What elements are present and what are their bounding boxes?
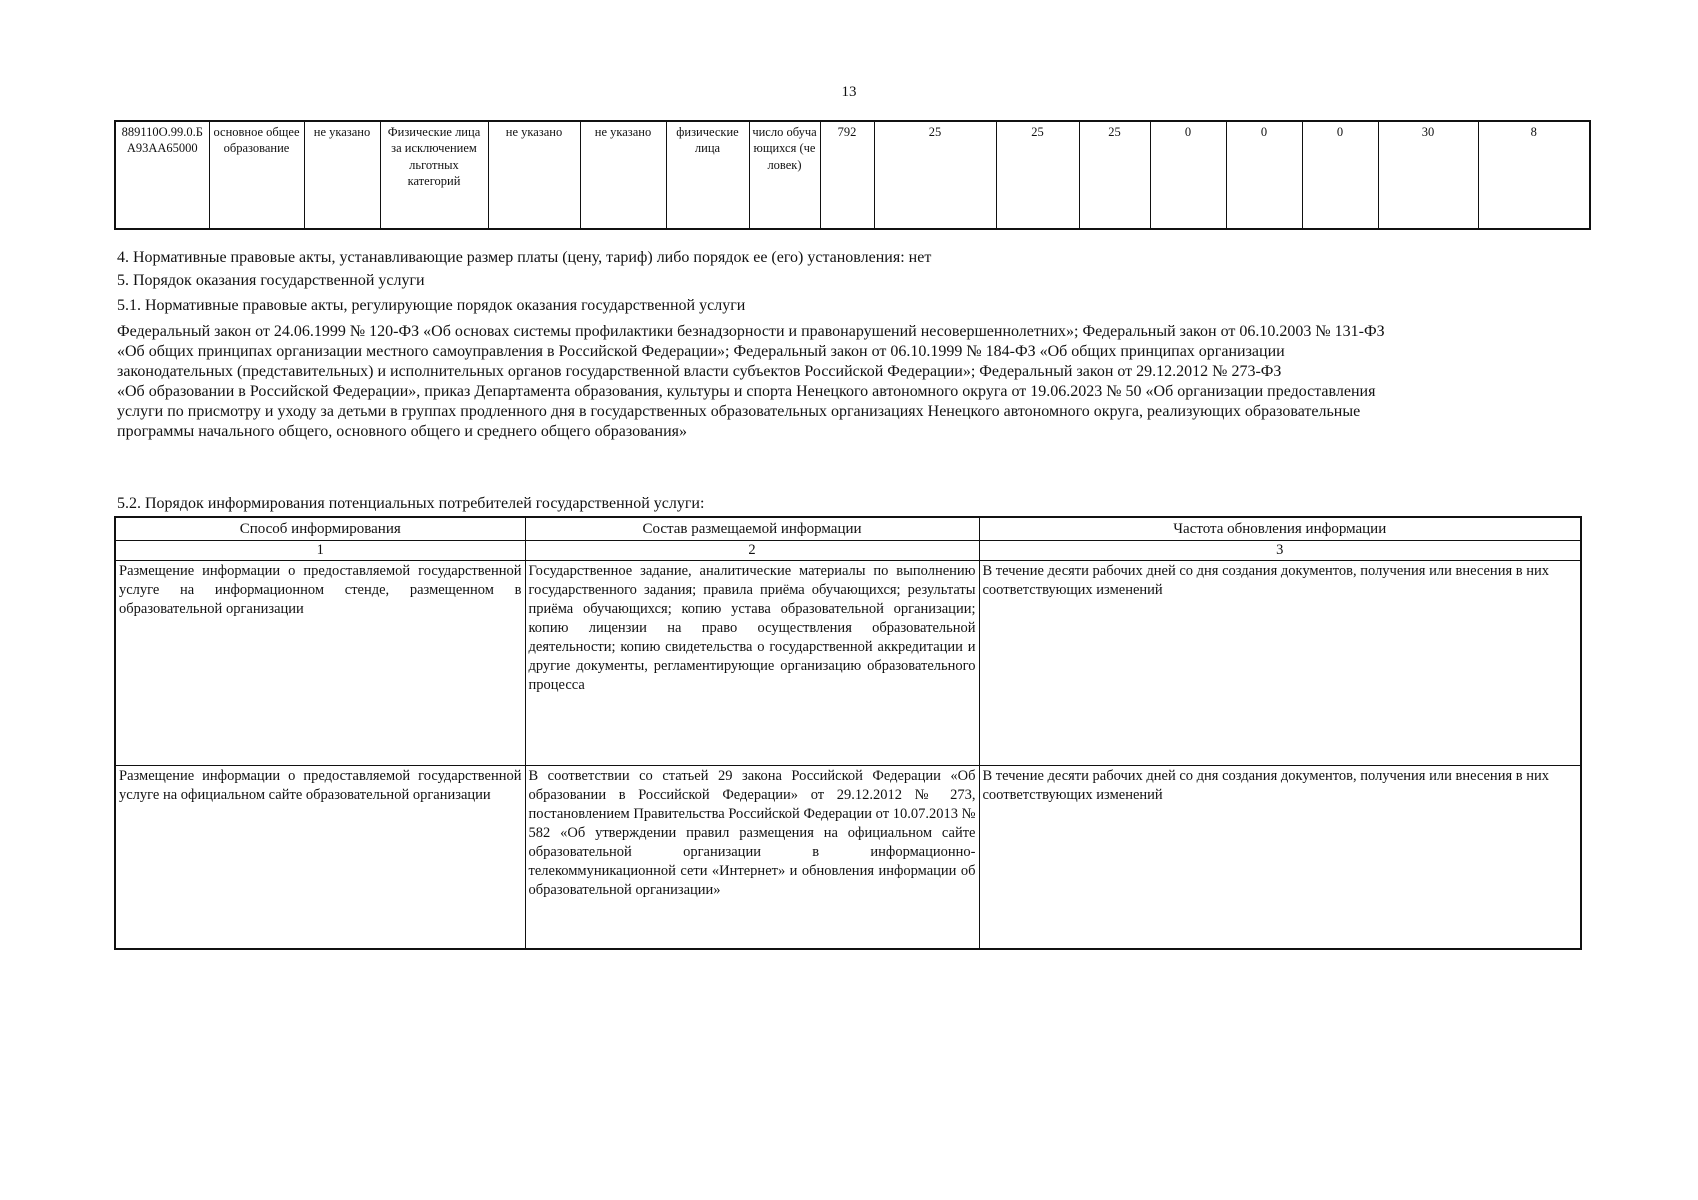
- paragraph-line: программы начального общего, основного общего и среднего общего образования»: [117, 423, 687, 440]
- table-cell: физические лица: [666, 121, 749, 229]
- table-cell: не указано: [304, 121, 380, 229]
- section-4-text: 4. Нормативные правовые акты, устанавливающие размер платы (цену, тариф) либо порядок ее (его) установления: нет: [117, 249, 932, 266]
- value-cell: 0: [1150, 121, 1226, 229]
- content-cell: В соответствии со статьей 29 закона Российской Федерации «Об образовании в Российской Федерации» от 29.12.2012 № 273, постановлением Правительства Российской Федерации от 10.07.2013 № 582 «Об утверждении правил размещения на официальном сайте образовательной организации в информационно-телекоммуникационной сети «Интернет» и обновления информации об образовательной организации»: [525, 766, 979, 950]
- value-cell: 0: [1226, 121, 1302, 229]
- value-cell: 8: [1478, 121, 1590, 229]
- table-cell: не указано: [580, 121, 666, 229]
- value-cell: 30: [1378, 121, 1478, 229]
- paragraph-line: «Об образовании в Российской Федерации», приказ Департамента образования, культуры и спорта Ненецкого автономного округа от 19.06.2023 № 50 «Об организации предоставления: [117, 383, 1376, 400]
- indicator-table: [114, 120, 1591, 230]
- unit-code-cell: 792: [820, 121, 874, 229]
- section-5-2-heading: 5.2. Порядок информирования потенциальных потребителей государственной услуги:: [117, 495, 705, 512]
- paragraph-line: Федеральный закон от 24.06.1999 № 120-ФЗ «Об основах системы профилактики безнадзорности и правонарушений несовершеннолетних»; Федеральный закон от 06.10.2003 № 131-ФЗ: [117, 323, 1385, 340]
- consumer-category-cell: Физические лица за исключением льготных категорий: [380, 121, 488, 229]
- value-cell: 25: [874, 121, 996, 229]
- frequency-cell: В течение десяти рабочих дней со дня создания документов, получения или внесения в них соответствующих изменений: [979, 561, 1581, 766]
- indicator-name-cell: число обучающихся (человек): [749, 121, 820, 229]
- section-5-heading: 5. Порядок оказания государственной услуги: [117, 272, 425, 289]
- table-row: [115, 561, 1581, 766]
- informing-table: [114, 516, 1582, 950]
- section-5-1-heading: 5.1. Нормативные правовые акты, регулирующие порядок оказания государственной услуги: [117, 297, 746, 314]
- paragraph-line: «Об общих принципах организации местного самоуправления в Российской Федерации»; Федеральный закон от 06.10.1999 № 184-ФЗ «Об общих принципах организации: [117, 343, 1285, 360]
- column-number: 3: [979, 541, 1581, 561]
- column-number-row: [115, 541, 1581, 561]
- value-cell: 0: [1302, 121, 1378, 229]
- legal-acts-paragraph: [117, 322, 1587, 442]
- table-row: [115, 766, 1581, 950]
- column-number: 2: [525, 541, 979, 561]
- table-cell: не указано: [488, 121, 580, 229]
- column-header: Состав размещаемой информации: [525, 517, 979, 541]
- paragraph-line: законодательных (представительных) и исполнительных органов государственной власти субъектов Российской Федерации»; Федеральный закон от 29.12.2012 № 273-ФЗ: [117, 363, 1282, 380]
- column-header: Способ информирования: [115, 517, 525, 541]
- frequency-cell: В течение десяти рабочих дней со дня создания документов, получения или внесения в них соответствующих изменений: [979, 766, 1581, 950]
- content-cell: Государственное задание, аналитические материалы по выполнению государственного задания; правила приёма обучающихся; результаты приёма обучающихся; копию устава образовательной организации; копию лицензии на право осуществления образовательной деятельности; копию свидетельства о государственной аккредитации и другие документы, регламентирующие организацию образовательного процесса: [525, 561, 979, 766]
- value-cell: 25: [996, 121, 1079, 229]
- method-cell: Размещение информации о предоставляемой государственной услуге на официальном сайте образовательной организации: [115, 766, 525, 950]
- value-cell: 25: [1079, 121, 1150, 229]
- page-number: 13: [841, 84, 857, 100]
- registry-code-cell: 889110О.99.0.БА93АА65000: [115, 121, 209, 229]
- table-header-row: [115, 517, 1581, 541]
- column-header: Частота обновления информации: [979, 517, 1581, 541]
- table-row: [115, 121, 1590, 229]
- service-content-cell: основное общее образование: [209, 121, 304, 229]
- column-number: 1: [115, 541, 525, 561]
- paragraph-line: услуги по присмотру и уходу за детьми в группах продленного дня в государственных образовательных организациях Ненецкого автономного округа, реализующих образовательные: [117, 403, 1361, 420]
- method-cell: Размещение информации о предоставляемой государственной услуге на информационном стенде, размещенном в образовательной организации: [115, 561, 525, 766]
